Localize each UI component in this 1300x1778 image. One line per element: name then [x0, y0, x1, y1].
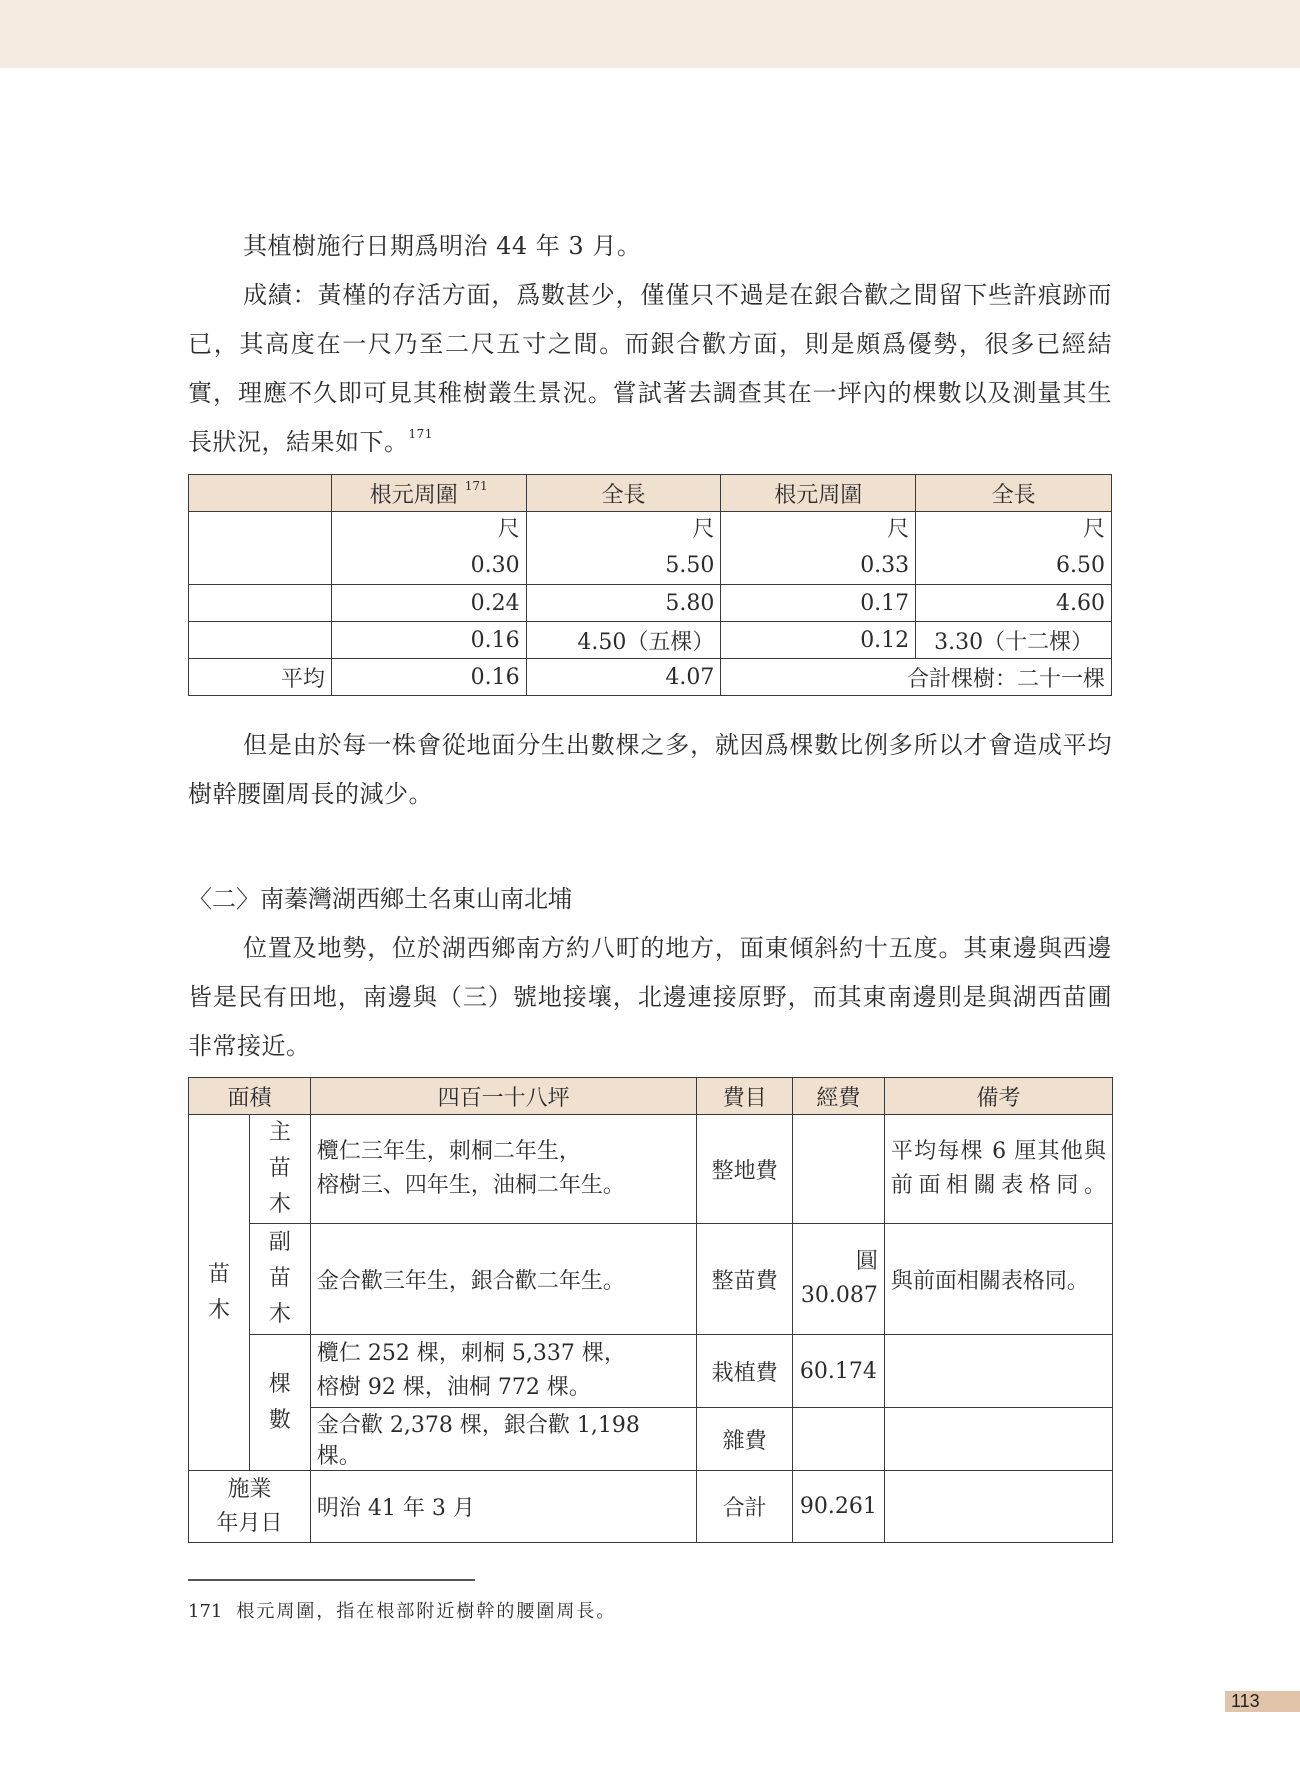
table-row — [189, 512, 1112, 585]
table-cell: 0.12 — [721, 622, 916, 659]
section-heading: 〈二〉南蓁灣湖西鄉土名東山南北埔 — [188, 885, 572, 913]
table-cell — [189, 585, 332, 622]
item-cell: 整地費 — [697, 1115, 793, 1224]
table-cell: 尺 6.50 — [916, 512, 1112, 585]
item-cell: 整苗費 — [697, 1224, 793, 1335]
cost-cell: 圓 30.087 — [792, 1224, 884, 1335]
header-cell: 根元周圍 $^{171}$ — [331, 475, 526, 512]
table-row — [189, 1224, 1113, 1335]
table-row — [189, 1335, 1113, 1408]
header-cell: 全長 — [526, 475, 721, 512]
table-cell: 0.17 — [721, 585, 916, 622]
item-cell: 栽植費 — [697, 1335, 793, 1408]
table-row — [189, 1408, 1113, 1471]
table-cell: 4.50（五棵） — [526, 622, 721, 659]
header-band — [0, 0, 1300, 68]
table-row — [189, 622, 1112, 659]
footnote-ref[interactable]: 171 — [464, 478, 488, 493]
planting-table — [188, 1077, 1113, 1543]
date-value: 明治 41 年 3 月 — [310, 1471, 696, 1543]
table-cell — [189, 512, 332, 585]
count-label: 棵數 — [249, 1335, 310, 1471]
footnote — [188, 1597, 616, 1623]
table-row — [189, 585, 1112, 622]
average-length: 4.07 — [526, 659, 721, 696]
item-cell: 雜費 — [697, 1408, 793, 1471]
header-cost: 經費 — [792, 1078, 884, 1115]
table-row — [189, 1471, 1113, 1543]
table-header-row — [189, 475, 1112, 512]
average-row — [189, 659, 1112, 696]
header-remark: 備考 — [884, 1078, 1112, 1115]
main-seedling-desc: 欖仁三年生，刺桐二年生， 榕樹三、四年生，油桐二年生。 — [310, 1115, 696, 1224]
main-seedling-label: 主苗木 — [249, 1115, 310, 1224]
table-cell: 4.60 — [916, 585, 1112, 622]
table-header-row — [189, 1078, 1113, 1115]
average-circumference: 0.16 — [331, 659, 526, 696]
remark-cell: 平均每棵 6 厘其他與前面相關表格同。 — [884, 1115, 1112, 1224]
paragraph-top — [188, 222, 1112, 467]
cost-cell — [792, 1115, 884, 1224]
table-cell — [189, 622, 332, 659]
paragraph-results: 成績：黃槿的存活方面，爲數甚少，僅僅只不過是在銀合歡之間留下些許痕跡而已，其高度在一尺乃至二尺五寸之間。而銀合歡方面，則是頗爲優勢，很多已經結實，理應不久即可見其稚樹叢生景況。嘗試著去調查其在一坪內的棵數以及測量其生長狀況，結果如下。$^{171}$ — [188, 281, 1112, 456]
remark-cell — [884, 1471, 1112, 1543]
average-label: 平均 — [189, 659, 332, 696]
table-row — [189, 1115, 1113, 1224]
paragraph-date: 其植樹施行日期爲明治 44 年 3 月。 — [243, 232, 642, 260]
remark-cell — [884, 1408, 1112, 1471]
table-cell: 0.16 — [331, 622, 526, 659]
count-desc: 欖仁 252 棵，刺桐 5,337 棵， 榕樹 92 棵，油桐 772 棵。 — [310, 1335, 696, 1408]
footnote-ref[interactable]: 171 — [408, 427, 433, 441]
table-cell: 3.30（十二棵） — [916, 622, 1112, 659]
header-cell: 根元周圍 — [721, 475, 916, 512]
count-desc: 金合歡 2,378 棵，銀合歡 1,198 棵。 — [310, 1408, 696, 1471]
table-cell: 5.80 — [526, 585, 721, 622]
header-area-value: 四百一十八坪 — [310, 1078, 696, 1115]
header-area: 面積 — [189, 1078, 311, 1115]
total-trees: 合計棵樹：二十一棵 — [721, 659, 1112, 696]
sub-seedling-label: 副苗木 — [249, 1224, 310, 1335]
cost-cell: 90.261 — [792, 1471, 884, 1543]
footnote-number: 171 — [188, 1601, 223, 1622]
footnote-divider — [188, 1579, 475, 1581]
header-cell: 全長 — [916, 475, 1112, 512]
page-number: 113 — [1225, 1691, 1300, 1712]
table-cell: 尺 0.33 — [721, 512, 916, 585]
cost-cell — [792, 1408, 884, 1471]
footnote-text: 根元周圍，指在根部附近樹幹的腰圍周長。 — [236, 1601, 617, 1622]
table-cell: 尺 5.50 — [526, 512, 721, 585]
item-cell: 合計 — [697, 1471, 793, 1543]
cost-cell: 60.174 — [792, 1335, 884, 1408]
paragraph-middle: 但是由於每一株會從地面分生出數棵之多，就因爲棵數比例多所以才會造成平均樹幹腰圍周長的減少。 — [188, 731, 1112, 808]
remark-cell: 與前面相關表格同。 — [884, 1224, 1112, 1335]
paragraph-section: 位置及地勢，位於湖西鄉南方約八町的地方，面東傾斜約十五度。其東邊與西邊皆是民有田地，南邊與（三）號地接壤，北邊連接原野，而其東南邊則是與湖西苗圃非常接近。 — [188, 934, 1112, 1060]
seedling-label: 苗木 — [189, 1115, 250, 1471]
header-cell — [189, 475, 332, 512]
table-cell: 0.24 — [331, 585, 526, 622]
remark-cell — [884, 1335, 1112, 1408]
date-label: 施業 年月日 — [189, 1471, 311, 1543]
sub-seedling-desc: 金合歡三年生，銀合歡二年生。 — [310, 1224, 696, 1335]
growth-table — [188, 474, 1112, 696]
header-item: 費目 — [697, 1078, 793, 1115]
table-cell: 尺 0.30 — [331, 512, 526, 585]
